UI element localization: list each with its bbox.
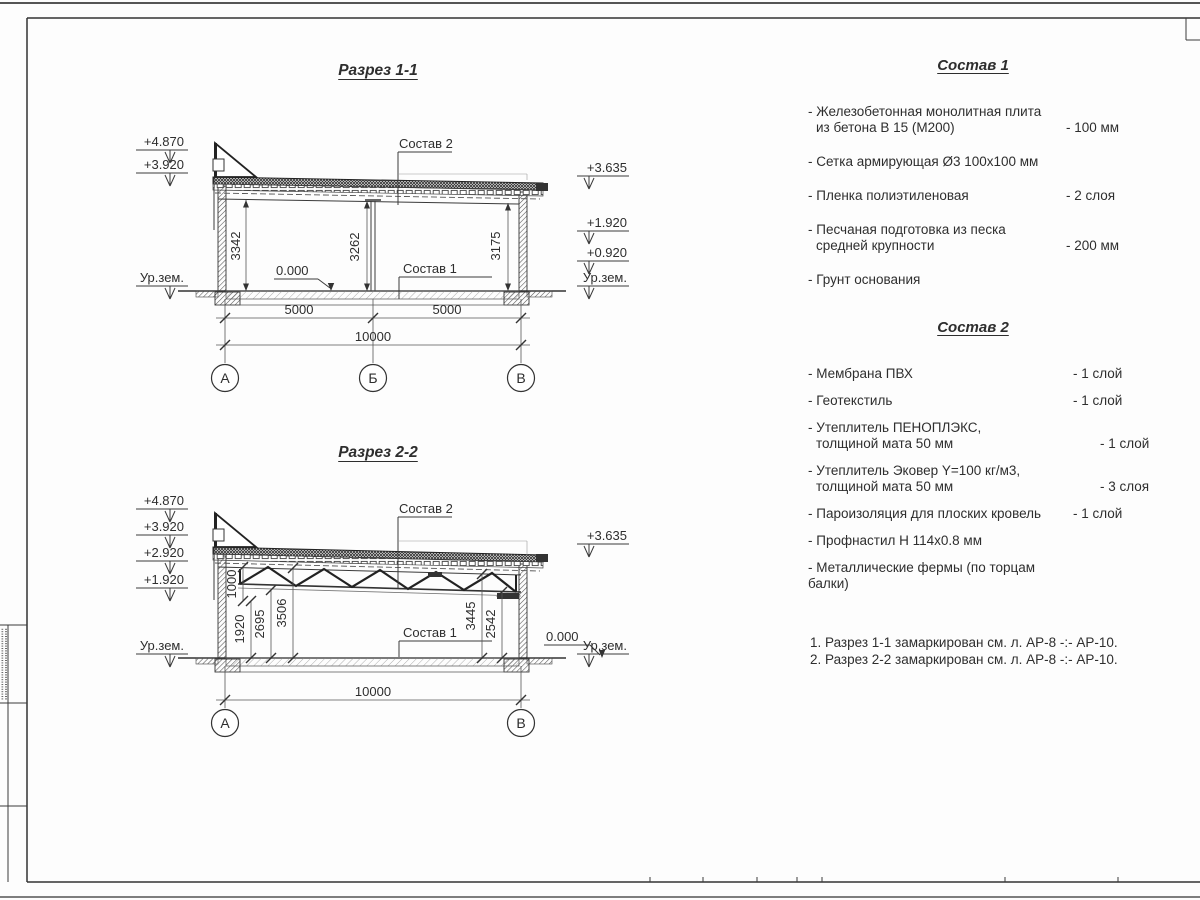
- spec2-item-0-line1: - Мембрана ПВХ: [808, 366, 913, 381]
- spec1-item: [808, 222, 1138, 254]
- s1-elev-0920: +0.920: [586, 245, 627, 260]
- s1-elevation-marks: [136, 134, 629, 299]
- s2-elev-2920: +2.920: [143, 545, 184, 560]
- frame-corner-cell: [1186, 18, 1200, 40]
- s2-label-floor: Состав 1: [403, 625, 457, 640]
- s1-ground-left: Ур.зем.: [139, 270, 184, 285]
- s1-bottom-dims: [216, 299, 530, 363]
- s2-roof-endcap: [536, 554, 548, 562]
- spec2-item-4-line1: - Пароизоляция для плоских кровель: [808, 506, 1042, 521]
- s2-axis-bubbles: [212, 710, 535, 737]
- s1-label-roof: Состав 2: [399, 136, 453, 151]
- s2-elev-3635: +3.635: [586, 528, 627, 543]
- spec1-item-1-line1: - Сетка армирующая Ø3 100х100 мм: [808, 154, 1039, 169]
- s2-dim-3445: 3445: [463, 601, 478, 631]
- spec2-item: [808, 420, 1150, 452]
- spec1-item-2-qty: - 2 слоя: [1066, 188, 1116, 203]
- spec2-item: [808, 366, 1138, 382]
- spec1-title: Состав 1: [937, 57, 1009, 74]
- spec2-item-0-qty: - 1 слой: [1073, 366, 1123, 381]
- s1-axis-bubbles: [212, 365, 535, 392]
- s2-ground-right: Ур.зем.: [582, 638, 627, 653]
- spec2-item-1-qty: - 1 слой: [1073, 393, 1123, 408]
- s2-axis-a: А: [220, 715, 230, 731]
- spec1-item-2-line1: - Пленка полиэтиленовая: [808, 188, 969, 203]
- s1-axis-a: А: [220, 370, 230, 386]
- side-stamp-text: [2, 628, 8, 700]
- s2-dim-1920: 1920: [232, 614, 247, 644]
- s1-label-floor: Состав 1: [403, 261, 457, 276]
- spec1-item: [808, 188, 1138, 204]
- spec2-item-4-qty: - 1 слой: [1073, 506, 1123, 521]
- s2-dim-1000: 1000: [224, 569, 239, 599]
- spec1-item: [808, 272, 1138, 288]
- spec1-item: [808, 154, 1138, 170]
- spec2-item-5-line1: - Профнастил Н 114х0.8 мм: [808, 533, 982, 548]
- notes-block: [810, 634, 1118, 668]
- spec1-item-3-line2: средней крупности: [816, 238, 935, 253]
- s2-dim-2542: 2542: [483, 609, 498, 639]
- s2-vertical-dims-right: [463, 569, 507, 663]
- spec1-item-3-qty: - 200 мм: [1066, 238, 1120, 253]
- section-2-2-title: Разрез 2-2: [338, 444, 418, 461]
- spec-list-2: [808, 319, 1150, 603]
- spec2-item: [808, 506, 1138, 522]
- s2-elev-4870: +4.870: [143, 493, 184, 508]
- s1-walls: [213, 143, 527, 291]
- s1-zero: 0.000: [276, 263, 309, 278]
- spec-list-1: [808, 58, 1138, 306]
- s2-label-roof: Состав 2: [399, 501, 453, 516]
- s2-axis-v: В: [516, 715, 526, 731]
- spec1-item-0-qty: - 100 мм: [1066, 120, 1120, 135]
- s2-dim-2695: 2695: [252, 609, 267, 639]
- s2-dim-3506: 3506: [274, 598, 289, 628]
- s2-truss: [238, 567, 521, 599]
- spec2-item-3-line1: - Утеплитель Эковер Y=100 кг/м3,: [808, 463, 1021, 478]
- s1-elev-4870: +4.870: [143, 134, 184, 149]
- s1-dim-5000-left: 5000: [284, 302, 314, 317]
- spec1-item: [808, 104, 1138, 136]
- s2-dim-10000: 10000: [354, 684, 392, 699]
- spec2-item-3-line2: толщиной мата 50 мм: [816, 479, 954, 494]
- note-2: 2. Разрез 2-2 замаркирован см. л. АР-8 -:- АР-10.: [810, 652, 1118, 667]
- spec2-item: [808, 463, 1150, 495]
- s2-zero: 0.000: [546, 629, 579, 644]
- spec1-item-0-line1: - Железобетонная монолитная плита: [808, 104, 1042, 119]
- spec1-item-3-line1: - Песчаная подготовка из песка: [808, 222, 1006, 237]
- s1-elev-3920: +3.920: [143, 157, 184, 172]
- spec2-item: [808, 533, 1138, 549]
- section-1-1-title: Разрез 1-1: [338, 62, 418, 79]
- s1-axis-b: Б: [368, 370, 378, 386]
- s1-elev-1920: +1.920: [586, 215, 627, 230]
- s2-leader-labels: [398, 501, 527, 657]
- spec2-item: [808, 393, 1138, 409]
- spec2-item-6-line1: - Металлические фермы (по торцам балки): [808, 560, 1036, 591]
- spec2-title: Состав 2: [937, 319, 1009, 336]
- section-1-1-drawing: [136, 134, 629, 392]
- s2-floor: [178, 658, 566, 672]
- s1-dim-5000-right: 5000: [432, 302, 462, 317]
- s1-dim-3342: 3342: [228, 231, 243, 261]
- s1-ground-right: Ур.зем.: [582, 270, 627, 285]
- s1-axis-v: В: [516, 370, 526, 386]
- s2-ground-left: Ур.зем.: [139, 638, 184, 653]
- s1-roof-endcap: [536, 183, 548, 191]
- s2-elev-3920: +3.920: [143, 519, 184, 534]
- s2-vertical-dims-left: [224, 562, 298, 663]
- s1-floor: [178, 291, 566, 305]
- spec2-item-3-qty: - 3 слоя: [1100, 479, 1150, 494]
- spec2-item-2-line1: - Утеплитель ПЕНОПЛЭКС,: [808, 420, 982, 435]
- section-2-2-drawing: [136, 493, 629, 737]
- s1-elev-3635: +3.635: [586, 160, 627, 175]
- s1-dim-10000: 10000: [354, 329, 392, 344]
- spec2-item-2-qty: - 1 слой: [1100, 436, 1150, 451]
- s2-elev-1920: +1.920: [143, 572, 184, 587]
- spec2-item-2-line2: толщиной мата 50 мм: [816, 436, 954, 451]
- s1-dim-3262: 3262: [347, 232, 362, 262]
- s1-dim-3175: 3175: [488, 231, 503, 261]
- s1-zero-mark: [274, 263, 334, 291]
- spec2-item: [808, 560, 1138, 592]
- spec1-item-0-line2: из бетона В 15 (М200): [816, 120, 955, 135]
- spec1-item-4-line1: - Грунт основания: [808, 272, 921, 287]
- spec2-item-1-line1: - Геотекстиль: [808, 393, 893, 408]
- note-1: 1. Разрез 1-1 замаркирован см. л. АР-8 -:- АР-10.: [810, 635, 1118, 650]
